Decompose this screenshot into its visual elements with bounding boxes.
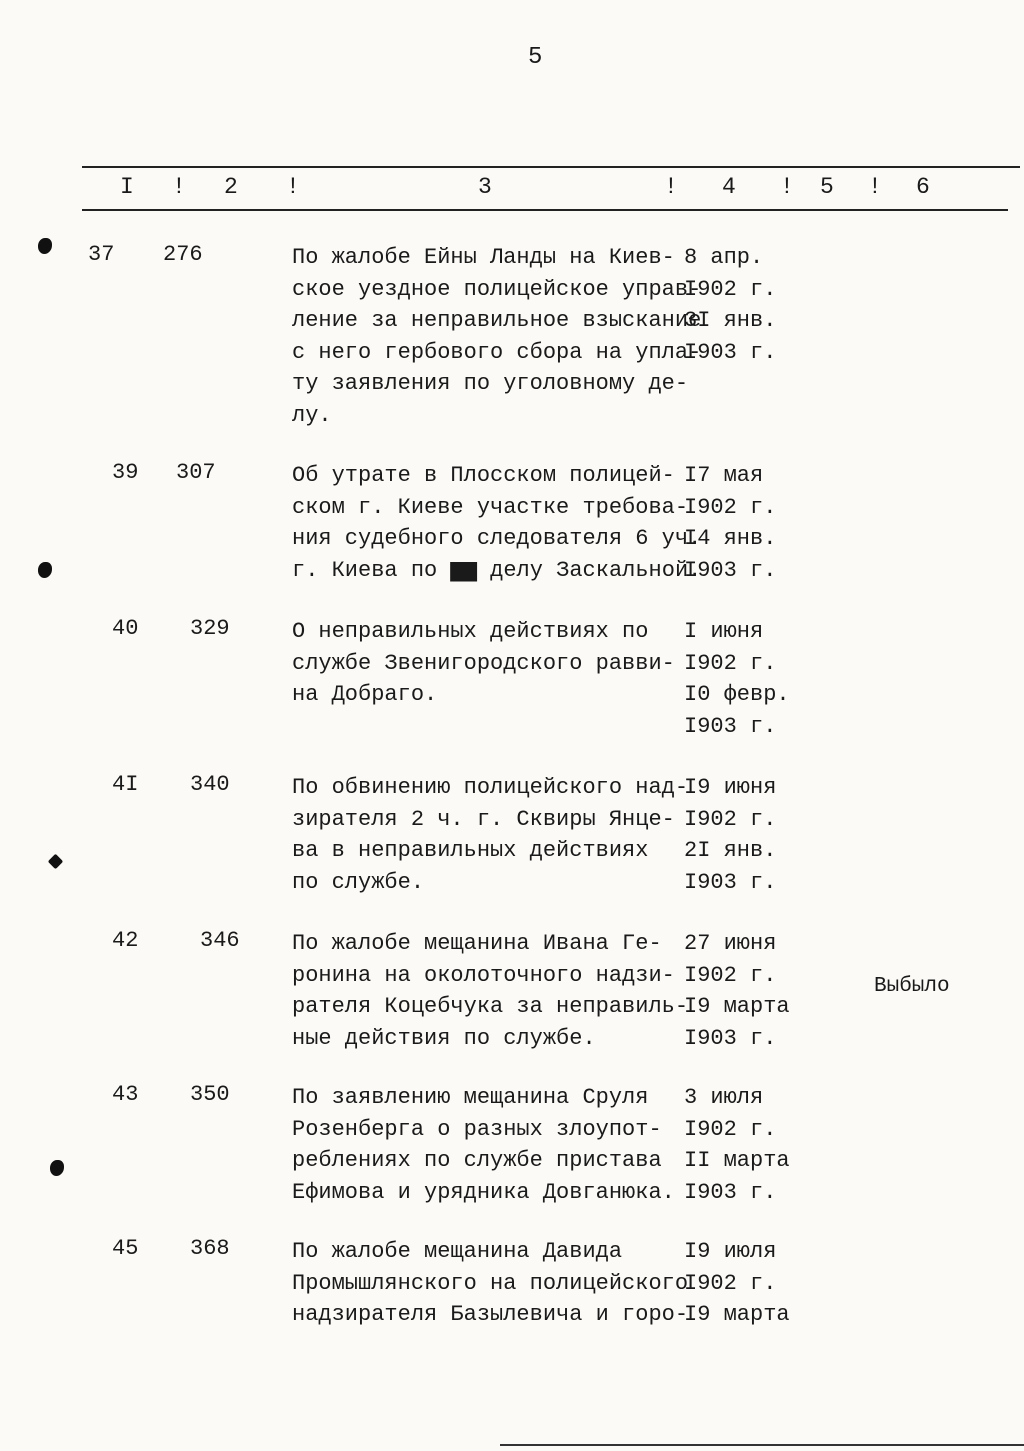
description-line: ва в неправильных действиях	[292, 838, 649, 863]
description-line: службе Звенигородского равви-	[292, 650, 675, 676]
description-line: По заявлению мещанина Сруля	[292, 1085, 649, 1110]
date-line: 27 июня	[684, 931, 777, 956]
header-top-rule	[82, 166, 1020, 168]
description-line: Розенберга о разных злоупот-	[292, 1116, 662, 1142]
header-separator: !	[780, 174, 794, 200]
header-col-4: 4	[722, 174, 736, 200]
description-line: зирателя 2 ч. г. Сквиры Янце-	[292, 806, 675, 832]
header-col-1: I	[120, 174, 134, 200]
header-col-6: 6	[916, 174, 930, 200]
date-line: II марта	[684, 1148, 790, 1173]
description-line: на Добраго.	[292, 682, 438, 707]
date-line: I902 г.	[684, 494, 777, 520]
punch-hole-mark	[48, 854, 64, 870]
header-separator: !	[172, 174, 186, 200]
entry-dates	[684, 616, 790, 742]
date-line: I902 г.	[684, 1270, 777, 1296]
description-line: О неправильных действиях по	[292, 619, 649, 644]
punch-hole-mark	[38, 562, 52, 578]
entry-reference: 329	[190, 616, 230, 641]
entry-description	[292, 242, 701, 431]
description-line: надзирателя Базылевича и горо-	[292, 1302, 689, 1327]
description-line: по службе.	[292, 869, 425, 895]
date-line: I902 г.	[684, 650, 777, 676]
date-line: I9 июля	[684, 1239, 777, 1264]
entry-reference: 276	[163, 242, 203, 267]
punch-hole-mark	[50, 1160, 64, 1176]
entry-number: 42	[112, 928, 139, 953]
entry-dates	[684, 928, 790, 1054]
date-line: I4 янв.	[684, 526, 777, 551]
page-number: 5	[528, 44, 543, 71]
entry-number: 43	[112, 1082, 139, 1107]
entry-description	[292, 1236, 688, 1331]
description-line: ском г. Киеве участке требова-	[292, 494, 689, 520]
entry-reference: 346	[200, 928, 240, 953]
page-bottom-edge	[500, 1444, 1024, 1446]
date-line: I903 г.	[684, 1179, 777, 1205]
header-bottom-rule	[82, 209, 1008, 211]
entry-description	[292, 616, 675, 711]
date-line: 3 июля	[684, 1085, 764, 1110]
date-line: 8 апр.	[684, 245, 764, 270]
header-col-3: 3	[478, 174, 492, 200]
description-line: ление за неправильное взыскание	[292, 308, 702, 333]
date-line: I903 г.	[684, 557, 777, 583]
entry-dates	[684, 1236, 790, 1331]
date-line: I902 г.	[684, 806, 777, 832]
description-line: ронина на околоточного надзи-	[292, 962, 675, 988]
date-line: I903 г.	[684, 869, 777, 895]
table-header	[0, 174, 1024, 204]
entry-reference: 340	[190, 772, 230, 797]
description-line: ния судебного следователя 6 уч.	[292, 526, 702, 551]
date-line: I903 г.	[684, 713, 777, 739]
date-line: I9 марта	[684, 994, 790, 1019]
date-line: 3I янв.	[684, 308, 777, 333]
entry-reference: 350	[190, 1082, 230, 1107]
entry-dates	[684, 242, 776, 368]
date-line: I903 г.	[684, 339, 777, 365]
entry-dates	[684, 772, 776, 898]
date-line: I9 марта	[684, 1302, 790, 1327]
description-line: ту заявления по уголовному де-	[292, 371, 689, 396]
description-line: ные действия по службе.	[292, 1025, 596, 1051]
header-separator: !	[286, 174, 300, 200]
description-line: г. Киева по ▆▆ делу Заскальной.	[292, 557, 702, 583]
entry-dates	[684, 460, 776, 586]
entry-note: Выбыло	[874, 975, 950, 998]
description-line: По обвинению полицейского над-	[292, 775, 689, 800]
date-line: I902 г.	[684, 1116, 777, 1142]
description-line: По жалобе мещанина Давида	[292, 1239, 623, 1264]
entry-number: 40	[112, 616, 139, 641]
description-line: лу.	[292, 402, 332, 428]
description-line: По жалобе мещанина Ивана Ге-	[292, 931, 662, 956]
entry-number: 37	[88, 242, 115, 267]
entry-reference: 368	[190, 1236, 230, 1261]
date-line: I902 г.	[684, 962, 777, 988]
entry-number: 39	[112, 460, 139, 485]
date-line: I9 июня	[684, 775, 777, 800]
description-line: рателя Коцебчука за неправиль-	[292, 994, 689, 1019]
description-line: Промышлянского на полицейского	[292, 1270, 689, 1296]
header-col-5: 5	[820, 174, 834, 200]
date-line: I902 г.	[684, 276, 777, 302]
description-line: реблениях по службе пристава	[292, 1148, 662, 1173]
entry-number: 4I	[112, 772, 139, 797]
header-col-2: 2	[224, 174, 238, 200]
entry-reference: 307	[176, 460, 216, 485]
entry-description	[292, 1082, 675, 1208]
entry-number: 45	[112, 1236, 139, 1261]
description-line: По жалобе Ейны Ланды на Киев-	[292, 245, 675, 270]
entry-description	[292, 460, 701, 586]
header-separator: !	[868, 174, 882, 200]
entry-description	[292, 928, 688, 1054]
entry-description	[292, 772, 688, 898]
date-line: I7 мая	[684, 463, 764, 488]
punch-hole-mark	[38, 238, 52, 254]
description-line: ское уездное полицейское управ-	[292, 276, 702, 302]
header-separator: !	[664, 174, 678, 200]
description-line: Ефимова и урядника Довганюка.	[292, 1179, 675, 1205]
date-line: 2I янв.	[684, 838, 777, 863]
entry-dates	[684, 1082, 790, 1208]
date-line: I0 февр.	[684, 682, 790, 707]
date-line: I903 г.	[684, 1025, 777, 1051]
description-line: Об утрате в Плосском полицей-	[292, 463, 675, 488]
date-line: I июня	[684, 619, 764, 644]
description-line: с него гербового сбора на упла-	[292, 339, 702, 365]
